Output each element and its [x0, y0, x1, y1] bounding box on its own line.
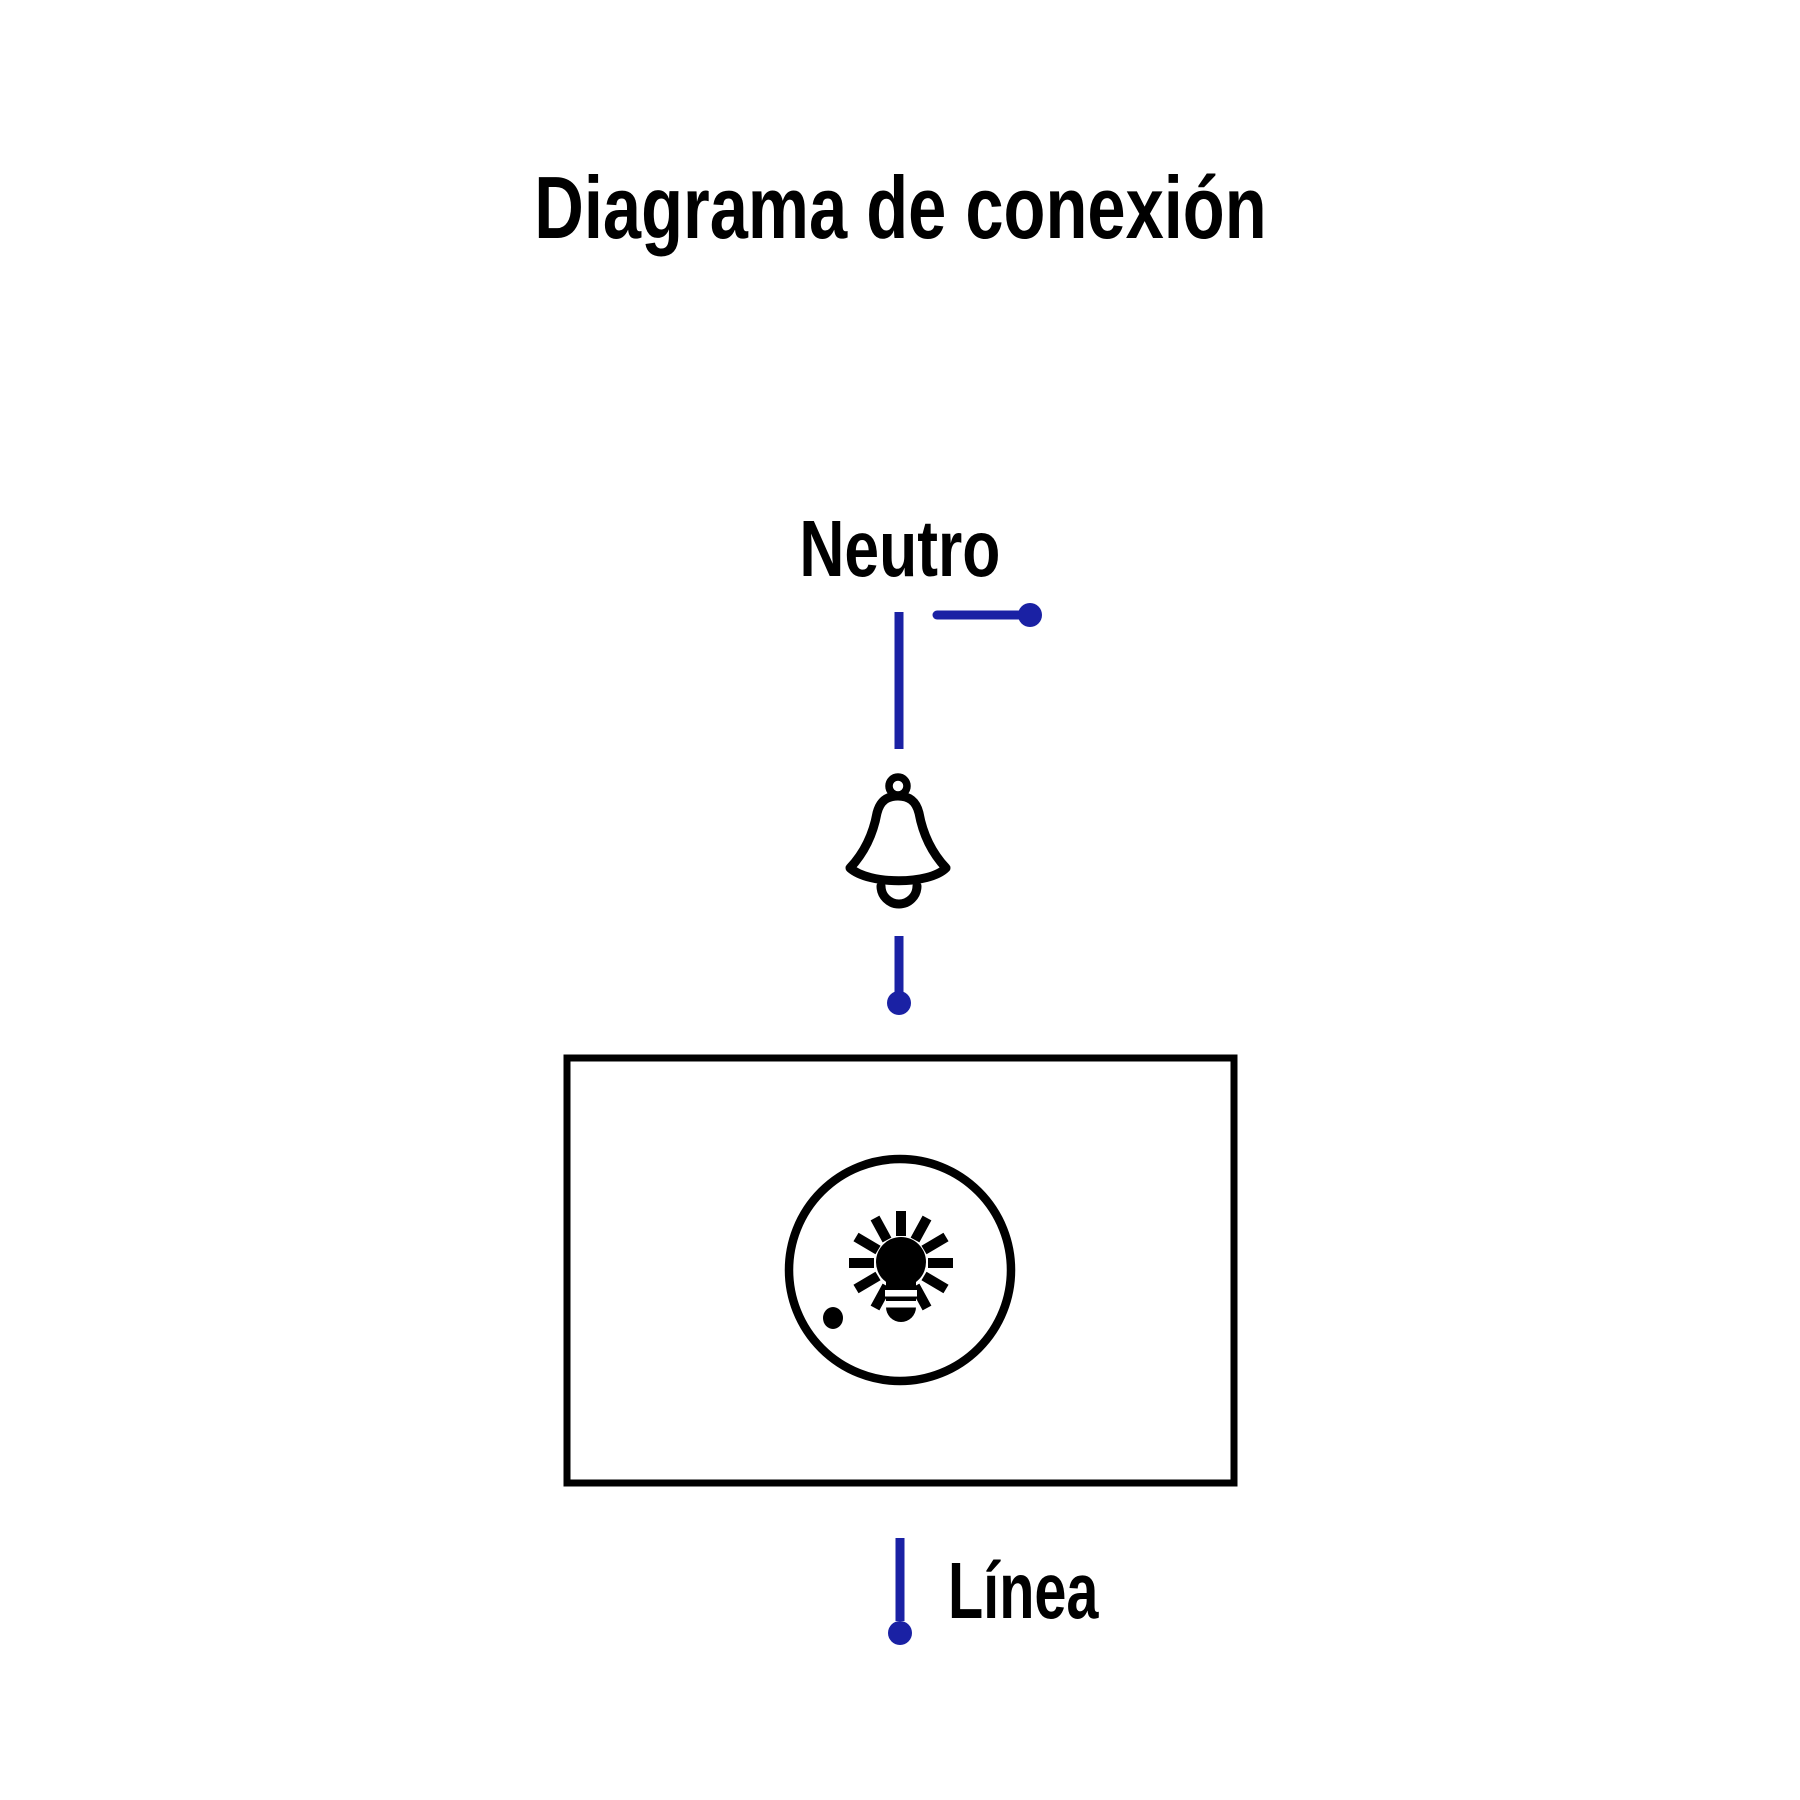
bell-icon	[850, 777, 946, 904]
button-dot	[823, 1307, 843, 1329]
bulb-base-stripe	[885, 1290, 917, 1297]
neutral-wire	[899, 603, 1042, 749]
line-terminal-dot	[888, 1621, 912, 1645]
neutral-terminal-dot	[1018, 603, 1042, 627]
neutral-label-text: Neutro	[799, 504, 1001, 593]
bulb-base	[886, 1278, 916, 1322]
bell-to-box-wire	[887, 936, 911, 1015]
illuminated-button	[789, 1159, 1011, 1381]
bell-wire-terminal-dot	[887, 991, 911, 1015]
line-wire	[888, 1538, 912, 1645]
bell-clapper	[881, 886, 917, 904]
bulb-base-stripe	[885, 1301, 917, 1308]
line-label-text: Línea	[948, 1546, 1099, 1635]
glowing-bulb-icon	[849, 1211, 953, 1322]
bell-body	[850, 796, 946, 881]
page-title-text: Diagrama de conexión	[533, 158, 1267, 257]
